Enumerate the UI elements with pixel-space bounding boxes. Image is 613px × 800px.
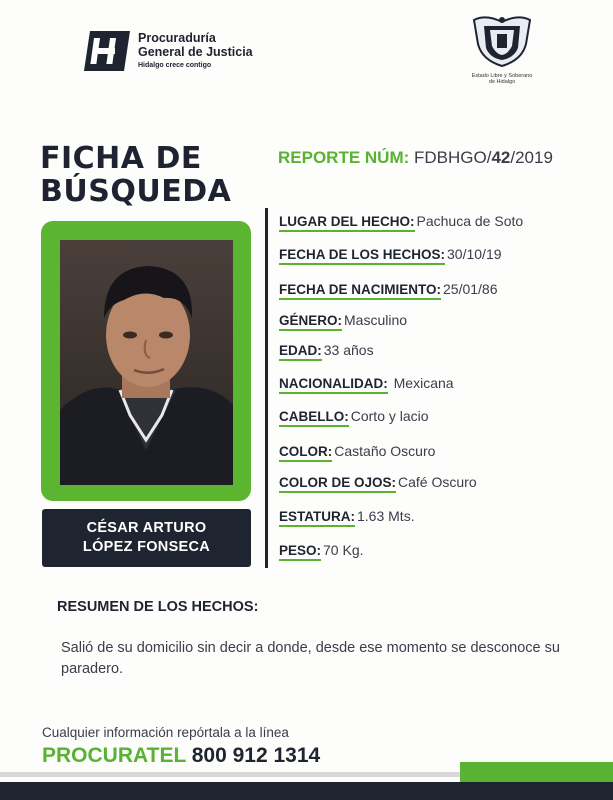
summary-text: Salió de su domicilio sin decir a donde, desde ese momento se desconoce su paradero. bbox=[61, 640, 560, 677]
vertical-divider bbox=[265, 208, 268, 568]
field-color-de-ojos bbox=[279, 474, 477, 490]
report-number bbox=[278, 148, 553, 168]
institution-line-2: General de Justicia bbox=[138, 45, 253, 60]
institution-tagline: Hidalgo crece contigo bbox=[138, 61, 212, 69]
field-color bbox=[279, 443, 435, 459]
footer-green-block bbox=[460, 762, 613, 782]
seal-caption-line-1: Estado Libre y Soberano bbox=[471, 73, 533, 79]
field-value: Pachuca de Soto bbox=[416, 213, 524, 229]
seal-caption-line-2: de Hidalgo bbox=[488, 79, 516, 86]
field-fecha-de-los-hechos bbox=[279, 246, 502, 262]
field-lugar-del-hecho bbox=[279, 213, 523, 229]
field-value: Corto y lacio bbox=[350, 408, 429, 424]
field-label: CABELLO: bbox=[279, 409, 349, 427]
person-name-line-1: CÉSAR ARTURO bbox=[86, 520, 207, 536]
field-value: 33 años bbox=[323, 342, 374, 358]
person-portrait-icon bbox=[60, 240, 233, 485]
page-title bbox=[40, 142, 231, 208]
field-label: PESO: bbox=[279, 543, 321, 561]
summary-heading: RESUMEN DE LOS HECHOS: bbox=[57, 599, 259, 615]
field-genero bbox=[279, 312, 407, 328]
institution-line-1: Procuraduría bbox=[138, 31, 216, 45]
field-value: Mexicana bbox=[389, 375, 454, 391]
field-label: EDAD: bbox=[279, 343, 322, 361]
title-line-2: BÚSQUEDA bbox=[40, 174, 232, 209]
pgj-logo-icon bbox=[84, 31, 130, 71]
state-seal-icon bbox=[470, 14, 534, 68]
footer-dark-band bbox=[0, 782, 613, 800]
person-name-box bbox=[42, 509, 251, 567]
field-label: COLOR DE OJOS: bbox=[279, 475, 396, 493]
field-label: LUGAR DEL HECHO: bbox=[279, 214, 415, 232]
report-value-prefix: FDBHGO/ bbox=[409, 148, 492, 167]
field-label: ESTATURA: bbox=[279, 509, 355, 527]
field-value: 70 Kg. bbox=[323, 542, 364, 558]
field-value: Café Oscuro bbox=[398, 474, 477, 490]
person-name-line-2: LÓPEZ FONSECA bbox=[82, 539, 211, 555]
field-cabello bbox=[279, 408, 429, 424]
seal-caption bbox=[466, 73, 538, 86]
report-value-number: 42 bbox=[491, 148, 511, 167]
report-value-suffix: /2019 bbox=[510, 148, 553, 167]
field-label: NACIONALIDAD: bbox=[279, 376, 388, 394]
title-line-1: FICHA DE bbox=[40, 141, 202, 176]
field-label: FECHA DE NACIMIENTO: bbox=[279, 282, 441, 300]
field-label: FECHA DE LOS HECHOS: bbox=[279, 247, 445, 265]
field-value: Castaño Oscuro bbox=[334, 443, 436, 459]
footer-grey-stripe bbox=[0, 772, 460, 777]
hotline-brand: PROCURATEL bbox=[42, 744, 186, 767]
field-value: 30/10/19 bbox=[447, 246, 502, 262]
field-value: 25/01/86 bbox=[443, 281, 498, 297]
person-photo bbox=[60, 240, 233, 485]
field-label: GÉNERO: bbox=[279, 313, 342, 331]
field-value: 1.63 Mts. bbox=[357, 508, 415, 524]
field-nacionalidad bbox=[279, 375, 454, 391]
field-estatura bbox=[279, 508, 415, 524]
field-fecha-de-nacimiento bbox=[279, 281, 498, 297]
field-label: COLOR: bbox=[279, 444, 332, 462]
report-label: REPORTE NÚM: bbox=[278, 148, 410, 167]
hotline-phone-number: 800 912 1314 bbox=[185, 744, 321, 767]
field-value: Masculino bbox=[344, 312, 408, 328]
footer-call-to-action: Cualquier información repórtala a la línea bbox=[42, 725, 289, 740]
institution-name bbox=[138, 31, 253, 70]
field-edad bbox=[279, 342, 374, 358]
footer-hotline bbox=[42, 744, 320, 768]
field-peso bbox=[279, 542, 364, 558]
